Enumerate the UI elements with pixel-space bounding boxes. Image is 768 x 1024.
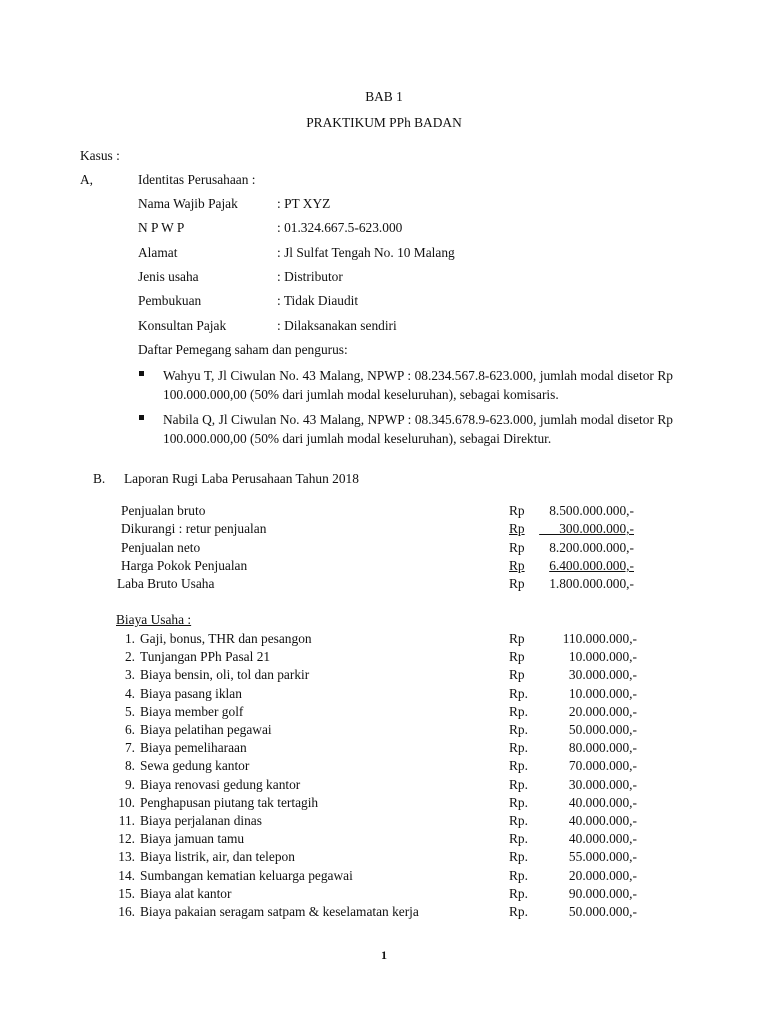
expense-label: Tunjangan PPh Pasal 21 bbox=[140, 649, 271, 664]
expense-number: 12. bbox=[118, 831, 135, 846]
expense-number: 16. bbox=[118, 904, 135, 919]
section-a-heading: Identitas Perusahaan : bbox=[138, 172, 256, 187]
chapter-heading: BAB 1 bbox=[365, 89, 403, 104]
expense-number: 13. bbox=[118, 849, 135, 864]
expense-number: 8. bbox=[124, 758, 135, 773]
income-label: Penjualan neto bbox=[121, 540, 201, 555]
expense-currency: Rp. bbox=[509, 722, 528, 737]
expense-amount: 50.000.000,- bbox=[568, 904, 637, 919]
expense-label: Biaya member golf bbox=[140, 704, 244, 719]
expense-currency: Rp bbox=[509, 667, 525, 682]
expense-label: Biaya pemeliharaan bbox=[140, 740, 247, 755]
expenses-heading: Biaya Usaha : bbox=[116, 612, 192, 627]
expense-number: 15. bbox=[118, 886, 135, 901]
expense-number: 4. bbox=[124, 686, 135, 701]
expense-number: 10. bbox=[118, 795, 135, 810]
shareholders-heading: Daftar Pemegang saham dan pengurus: bbox=[138, 342, 348, 357]
expense-currency: Rp bbox=[509, 631, 525, 646]
income-label: Laba Bruto Usaha bbox=[117, 576, 215, 591]
expense-amount: 40.000.000,- bbox=[568, 813, 637, 828]
expense-currency: Rp bbox=[509, 649, 525, 664]
expense-amount: 80.000.000,- bbox=[568, 740, 637, 755]
income-label: Dikurangi : retur penjualan bbox=[121, 521, 267, 536]
expense-label: Biaya perjalanan dinas bbox=[140, 813, 262, 828]
expense-number: 11. bbox=[118, 813, 135, 828]
bullet-icon bbox=[139, 371, 144, 376]
expense-amount: 30.000.000,- bbox=[568, 667, 637, 682]
income-label: Penjualan bruto bbox=[121, 503, 206, 518]
expense-amount: 40.000.000,- bbox=[568, 831, 637, 846]
currency: Rp bbox=[509, 558, 525, 573]
expense-amount: 55.000.000,- bbox=[568, 849, 637, 864]
expense-amount: 20.000.000,- bbox=[568, 868, 637, 883]
field-label: Jenis usaha bbox=[138, 269, 199, 284]
expense-label: Biaya pasang iklan bbox=[140, 686, 242, 701]
expense-amount: 40.000.000,- bbox=[568, 795, 637, 810]
amount-value: 300.000.000,- bbox=[539, 521, 634, 536]
page-number: 1 bbox=[381, 948, 387, 962]
expense-number: 2. bbox=[124, 649, 135, 664]
expense-currency: Rp. bbox=[509, 868, 528, 883]
expense-amount: 110.000.000,- bbox=[562, 631, 637, 646]
field-label: Alamat bbox=[138, 245, 178, 260]
expense-amount: 20.000.000,- bbox=[568, 704, 637, 719]
income-label: Harga Pokok Penjualan bbox=[121, 558, 248, 573]
expense-currency: Rp. bbox=[509, 777, 528, 792]
field-value: : Tidak Diaudit bbox=[277, 293, 359, 308]
expense-label: Penghapusan piutang tak tertagih bbox=[140, 795, 319, 810]
expense-amount: 50.000.000,- bbox=[568, 722, 637, 737]
expense-label: Gaji, bonus, THR dan pesangon bbox=[140, 631, 312, 646]
field-value: : PT XYZ bbox=[277, 196, 331, 211]
expense-currency: Rp. bbox=[509, 758, 528, 773]
document-title: PRAKTIKUM PPh BADAN bbox=[306, 115, 462, 130]
expense-label: Biaya bensin, oli, tol dan parkir bbox=[140, 667, 310, 682]
expense-number: 1. bbox=[124, 631, 135, 646]
expense-label: Biaya listrik, air, dan telepon bbox=[140, 849, 295, 864]
expense-currency: Rp. bbox=[509, 831, 528, 846]
expense-amount: 90.000.000,- bbox=[568, 886, 637, 901]
expense-currency: Rp. bbox=[509, 813, 528, 828]
field-value: : Jl Sulfat Tengah No. 10 Malang bbox=[277, 245, 455, 260]
expense-currency: Rp. bbox=[509, 740, 528, 755]
expense-amount: 10.000.000,- bbox=[568, 649, 637, 664]
expense-label: Biaya pelatihan pegawai bbox=[140, 722, 272, 737]
expense-number: 7. bbox=[124, 740, 135, 755]
shareholder-item: Wahyu T, Jl Ciwulan No. 43 Malang, NPWP : 08.234.567.8-623.000, jumlah modal disetor Rp 100.000.000,00 (50% dari jumlah modal keseluruhan), sebagai komisaris. bbox=[163, 368, 673, 402]
amount-value: 1.800.000.000,- bbox=[549, 576, 634, 591]
expense-currency: Rp. bbox=[509, 686, 528, 701]
section-b-heading: Laporan Rugi Laba Perusahaan Tahun 2018 bbox=[124, 471, 359, 486]
shareholder-item: Nabila Q, Jl Ciwulan No. 43 Malang, NPWP : 08.345.678.9-623.000, jumlah modal disetor Rp 100.000.000,00 (50% dari jumlah modal keseluruhan), sebagai Direktur. bbox=[163, 412, 673, 446]
expense-label: Sumbangan kematian keluarga pegawai bbox=[140, 868, 353, 883]
field-value: : 01.324.667.5-623.000 bbox=[277, 220, 403, 235]
expense-number: 14. bbox=[118, 868, 135, 883]
expense-number: 3. bbox=[124, 667, 135, 682]
field-label: Pembukuan bbox=[138, 293, 202, 308]
case-label: Kasus : bbox=[80, 148, 120, 163]
bullet-icon bbox=[139, 415, 144, 420]
amount-value: 8.200.000.000,- bbox=[549, 540, 634, 555]
expense-amount: 30.000.000,- bbox=[568, 777, 637, 792]
field-value: : Distributor bbox=[277, 269, 343, 284]
section-b-marker: B. bbox=[93, 471, 106, 486]
expense-label: Sewa gedung kantor bbox=[140, 758, 250, 773]
field-label: Nama Wajib Pajak bbox=[138, 196, 238, 211]
expense-currency: Rp. bbox=[509, 904, 528, 919]
expense-number: 5. bbox=[124, 704, 135, 719]
field-label: Konsultan Pajak bbox=[138, 318, 227, 333]
expense-currency: Rp. bbox=[509, 704, 528, 719]
expense-currency: Rp. bbox=[509, 886, 528, 901]
amount-value: 8.500.000.000,- bbox=[549, 503, 634, 518]
amount-value: 6.400.000.000,- bbox=[549, 558, 634, 573]
expense-label: Biaya renovasi gedung kantor bbox=[140, 777, 301, 792]
expense-amount: 70.000.000,- bbox=[568, 758, 637, 773]
currency: Rp bbox=[509, 540, 525, 555]
expense-label: Biaya jamuan tamu bbox=[140, 831, 245, 846]
expense-number: 9. bbox=[124, 777, 135, 792]
expense-label: Biaya pakaian seragam satpam & keselamatan kerja bbox=[140, 904, 419, 919]
currency: Rp bbox=[509, 521, 525, 536]
currency: Rp bbox=[509, 503, 525, 518]
expense-number: 6. bbox=[124, 722, 135, 737]
field-label: N P W P bbox=[138, 220, 185, 235]
currency: Rp bbox=[509, 576, 525, 591]
expense-label: Biaya alat kantor bbox=[140, 886, 232, 901]
expense-currency: Rp. bbox=[509, 795, 528, 810]
section-a-marker: A, bbox=[80, 172, 94, 187]
expense-amount: 10.000.000,- bbox=[568, 686, 637, 701]
expense-currency: Rp. bbox=[509, 849, 528, 864]
field-value: : Dilaksanakan sendiri bbox=[277, 318, 397, 333]
